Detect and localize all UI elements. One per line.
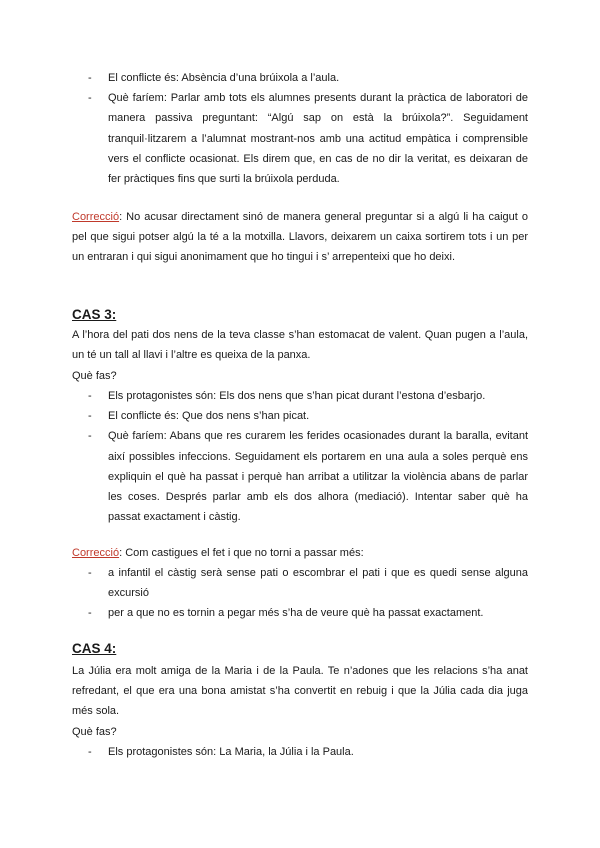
case2-list xyxy=(72,68,528,189)
list-item: - Què faríem: Abans que res curarem les ferides ocasionades durant la baralla, evitant així possibles infeccions. Seguidament els portarem en una aula a soles perquè ens expliquin el què ha passat i perquè han arribat a utilitzar la violència abans de parlar les coses. Després parlar amb els dos alhora (mediació). Intentar saber què ha passat exactament i càstig. xyxy=(72,426,528,527)
list-dash: - xyxy=(88,390,92,402)
list-item: - per a que no es tornin a pegar més s’ha de veure què ha passat exactament. xyxy=(72,603,528,623)
list-item: - El conflicte és: Absència d’una brúixola a l’aula. xyxy=(72,68,528,88)
correction-label: Correcció xyxy=(72,547,120,559)
list-item: - Els protagonistes són: La Maria, la Júlia i la Paula. xyxy=(72,742,528,762)
cas3-intro: A l’hora del pati dos nens de la teva classe s’han estomacat de valent. Quan pugen a l’aula, un té un tall al llavi i l’altre es queixa de la panxa. xyxy=(72,329,528,362)
correction-label: Correcció xyxy=(72,211,120,223)
list-item: - El conflicte és: Que dos nens s’han picat. xyxy=(72,406,528,426)
cas3-heading: CAS 3: xyxy=(72,307,117,322)
correction-paragraph-2: Correcció: Com castigues el fet i que no torni a passar més: xyxy=(72,547,364,559)
cas4-list xyxy=(72,742,528,762)
list-item: - a infantil el càstig serà sense pati o escombrar el pati i que es quedi sense alguna excursió xyxy=(72,563,528,603)
cas3-question: Què fas? xyxy=(72,370,117,382)
list-item: - Què faríem: Parlar amb tots els alumnes presents durant la pràctica de laboratori de manera passiva preguntant: “Algú sap on està la brúixola?”. Seguidament tranquil·litzarem a l’alumnat mostrant-nos amb una actitud empàtica i comprensible vers el conflicte ocasionat. Els direm que, en cas de no dir la veritat, es deixaran de fer pràctiques fins que surti la brúixola perduda. xyxy=(72,88,528,189)
list-dash: - xyxy=(88,746,92,758)
cas4-intro: La Júlia era molt amiga de la Maria i de la Paula. Te n’adones que les relacions s’ha anat refredant, el que era una bona amistat s’ha convertit en rebuig i que la Júlia cada dia juga més sola. xyxy=(72,665,528,718)
list-dash: - xyxy=(88,430,92,443)
correction2-list xyxy=(72,563,528,624)
cas4-heading: CAS 4: xyxy=(72,641,117,656)
list-dash: - xyxy=(88,607,92,620)
list-dash: - xyxy=(88,72,92,84)
cas4-question: Què fas? xyxy=(72,726,117,738)
cas3-list xyxy=(72,386,528,527)
list-dash: - xyxy=(88,567,92,579)
list-dash: - xyxy=(88,410,92,423)
list-dash: - xyxy=(88,92,92,105)
correction-paragraph-1: Correcció: No acusar directament sinó de manera general preguntar si a algú li ha caigut o pel que sigui potser algú la té a la motxilla. Llavors, deixarem un caixa sortirem tots i un per un entraran i qui sigui anonimament que ho tingui i s’ arrepenteixi que ho deixi. xyxy=(72,211,528,264)
list-item: - Els protagonistes són: Els dos nens que s’han picat durant l’estona d’esbarjo. xyxy=(72,386,528,406)
